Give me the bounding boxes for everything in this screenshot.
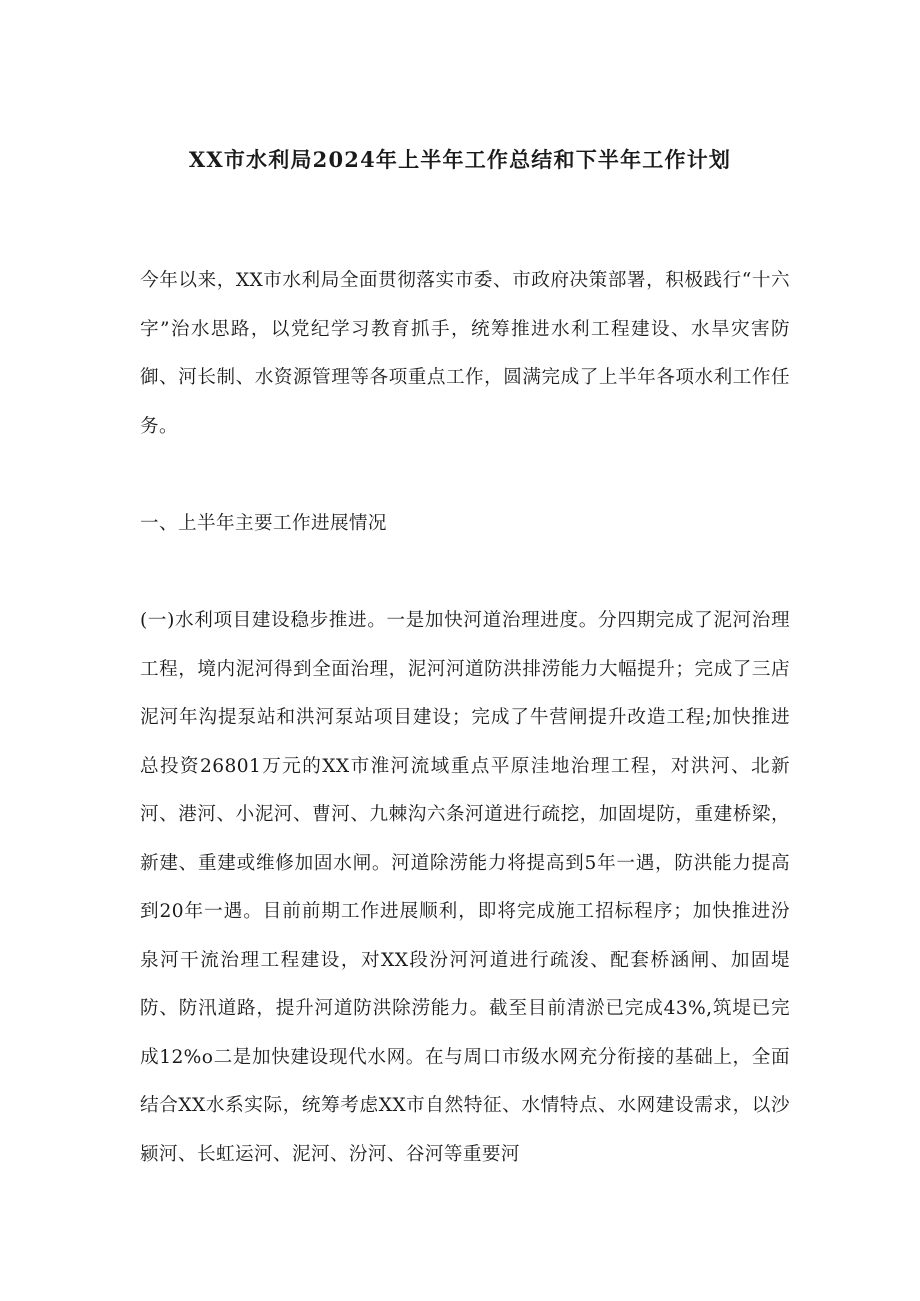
document-title: XX市水利局2024年上半年工作总结和下半年工作计划 <box>188 147 732 172</box>
intro-paragraph <box>140 257 790 451</box>
section-heading-1: 一、上半年主要工作进展情况 <box>140 513 387 534</box>
section-1-text: (一)水利项目建设稳步推进。一是加快河道治理进度。分四期完成了泥河治理工程，境内泥河得到全面治理，泥河河道防洪排涝能力大幅提升；完成了三店泥河年沟提泵站和洪河泵站项目建设；完成了牛营闸提升改造工程;加快推进总投资26801万元的XX市淮河流域重点平原洼地治理工程，对洪河、北新河、港河、小泥河、曹河、九棘沟六条河道进行疏挖，加固堤防，重建桥梁，新建、重建或维修加固水闸。河道除涝能力将提高到5年一遇，防洪能力提高到20年一遇。目前前期工作进展顺利，即将完成施工招标程序；加快推进汾泉河干流治理工程建设，对XX段汾河河道进行疏浚、配套桥涵闸、加固堤防、防汛道路，提升河道防洪除涝能力。截至目前清淤已完成43%,筑堤已完成12%o二是加快建设现代水网。在与周口市级水网充分衔接的基础上，全面结合XX水系实际，统筹考虑XX市自然特征、水情特点、水网建设需求，以沙颍河、长虹运河、泥河、汾河、谷河等重要河 <box>140 610 790 1165</box>
section-1-paragraph <box>140 597 790 1179</box>
intro-text: 今年以来，XX市水利局全面贯彻落实市委、市政府决策部署，积极践行“十六字”治水思路，以党纪学习教育抓手，统筹推进水利工程建设、水旱灾害防御、河长制、水资源管理等各项重点工作，圆满完成了上半年各项水利工作任务。 <box>140 270 790 437</box>
